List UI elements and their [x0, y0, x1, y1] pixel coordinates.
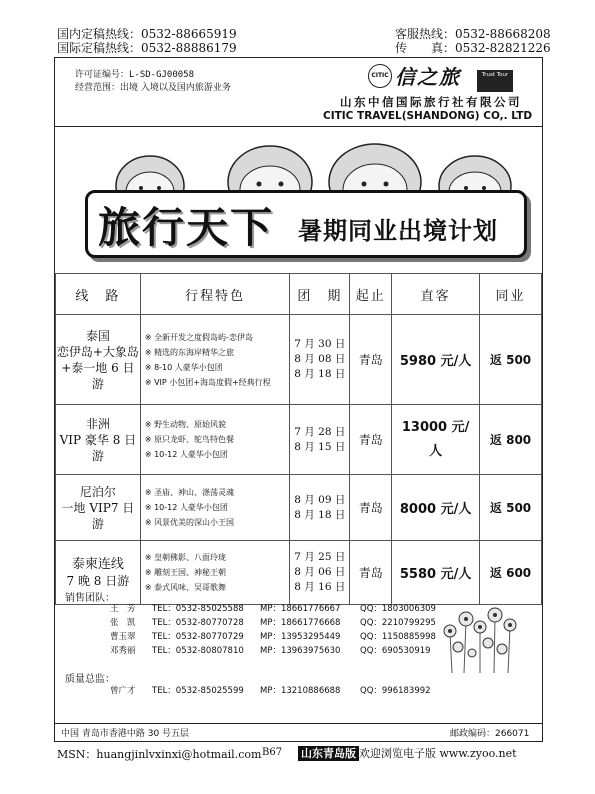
flowers-decoration	[440, 603, 522, 673]
banner-subtitle: 暑期同业出境计划	[298, 216, 498, 245]
license-number: 许可证编号：L-SD-GJ00058	[75, 70, 195, 80]
price-cell: 8000 元/人	[392, 475, 480, 541]
table-row	[56, 541, 542, 605]
table-row	[56, 315, 542, 405]
dates-cell: 7 月 28 日 8 月 15 日	[290, 405, 350, 475]
route-cell: 泰柬连线 7 晚 8 日游	[56, 541, 141, 605]
col-departure: 起止	[350, 274, 392, 315]
features-cell: ※ 全新开发之度假岛屿-恋伊岛 ※ 精选的东海岸精华之旅 ※ 8-10 人豪华小包团 ※ VIP 小包团+海岛度假+经典行程	[140, 315, 290, 405]
dates-cell: 7 月 25 日 8 月 06 日 8 月 16 日	[290, 541, 350, 605]
postcode-text: 邮政编码：266071	[450, 729, 530, 739]
departure-cell: 青岛	[350, 315, 392, 405]
brand-script: 信之旅	[395, 65, 461, 89]
company-name-cn: 山东中信国际旅行社有限公司	[340, 95, 522, 109]
business-scope: 经营范围：出境 入境以及国内旅游业务	[75, 83, 231, 93]
col-dates: 团 期	[290, 274, 350, 315]
address-text: 中国 青岛市香港中路 30 号五层	[61, 729, 190, 739]
header-divider	[55, 126, 542, 127]
msn-contact: MSN：huangjinlvxinxi@hotmail.com	[57, 748, 262, 761]
list-item: 王 芳 TEL：0532-85025588 MP：18661776667 QQ：1803006309	[110, 604, 436, 614]
features-cell: ※ 圣庙、神山、涤荡灵魂 ※ 10-12 人豪华小包团 ※ 风景优美的深山小王国	[140, 475, 290, 541]
route-cell: 泰国 恋伊岛+大象岛 +泰一地 6 日游	[56, 315, 141, 405]
col-trade-rebate: 同业	[480, 274, 542, 315]
domestic-hotline: 国内定稿热线：0532-88665919	[57, 27, 237, 41]
cartoon-faces	[75, 136, 525, 198]
flyer-frame	[54, 57, 543, 742]
list-item: 邓秀丽 TEL：0532-80807810 MP：13963975630 QQ：690530919	[110, 646, 431, 656]
departure-cell: 青岛	[350, 405, 392, 475]
col-features: 行程特色	[140, 274, 290, 315]
price-cell: 5580 元/人	[392, 541, 480, 605]
features-cell: ※ 野生动物、原始风貌 ※ 原只龙虾、鸵鸟特色餐 ※ 10-12 人豪华小包团	[140, 405, 290, 475]
sales-team-label: 销售团队：	[65, 593, 115, 604]
page-number: B67	[262, 747, 283, 758]
banner-title: 旅行天下	[98, 203, 275, 252]
route-cell: 尼泊尔 一地 VIP7 日游	[56, 475, 141, 541]
price-cell: 5980 元/人	[392, 315, 480, 405]
dates-cell: 8 月 09 日 8 月 18 日	[290, 475, 350, 541]
features-cell: ※ 皇朝佛影、八面玲珑 ※ 雕刻王国、神秘王朝 ※ 泰式风味、吴哥歌舞	[140, 541, 290, 605]
banner-box	[85, 190, 527, 258]
list-item: 曹玉翠 TEL：0532-80770729 MP：13953295449 QQ：1150885998	[110, 632, 436, 642]
service-hotline: 客服热线：0532-88668208	[395, 27, 551, 41]
rebate-cell: 返 800	[480, 405, 542, 475]
route-cell: 非洲 VIP 豪华 8 日游	[56, 405, 141, 475]
col-retail-price: 直客	[392, 274, 480, 315]
rebate-cell: 返 600	[480, 541, 542, 605]
edition-line	[298, 745, 517, 761]
rebate-cell: 返 500	[480, 475, 542, 541]
price-cell: 13000 元/人	[392, 405, 480, 475]
fax-line: 传 真：0532-82821226	[395, 41, 551, 55]
sales-team-list	[110, 602, 436, 658]
intl-hotline: 国际定稿热线：0532-88886179	[57, 41, 237, 55]
welcome-text: 欢迎浏览电子版 www.zyoo.net	[359, 747, 517, 760]
dates-cell: 7 月 30 日 8 月 08 日 8 月 18 日	[290, 315, 350, 405]
departure-cell: 青岛	[350, 475, 392, 541]
trust-tour-badge: Trust Tour	[477, 70, 513, 92]
departure-cell: 青岛	[350, 541, 392, 605]
edition-badge: 山东青岛版	[298, 746, 359, 761]
table-row	[56, 405, 542, 475]
col-route: 线 路	[56, 274, 141, 315]
rebate-cell: 返 500	[480, 315, 542, 405]
address-divider	[55, 723, 542, 724]
table-header-row	[56, 274, 542, 315]
qa-director-label: 质量总监：	[65, 674, 115, 685]
company-name-en: CITIC TRAVEL(SHANDONG) CO,. LTD	[323, 110, 533, 122]
citic-logo: CITIC	[368, 64, 392, 88]
list-item: 张 凯 TEL：0532-80770728 MP：18661776668 QQ：2210799295	[110, 618, 436, 628]
itinerary-table	[55, 273, 542, 605]
qa-director-row: 曾广才 TEL：0532-85025599 MP：13210886688 QQ：996183992	[110, 686, 431, 696]
table-row	[56, 475, 542, 541]
